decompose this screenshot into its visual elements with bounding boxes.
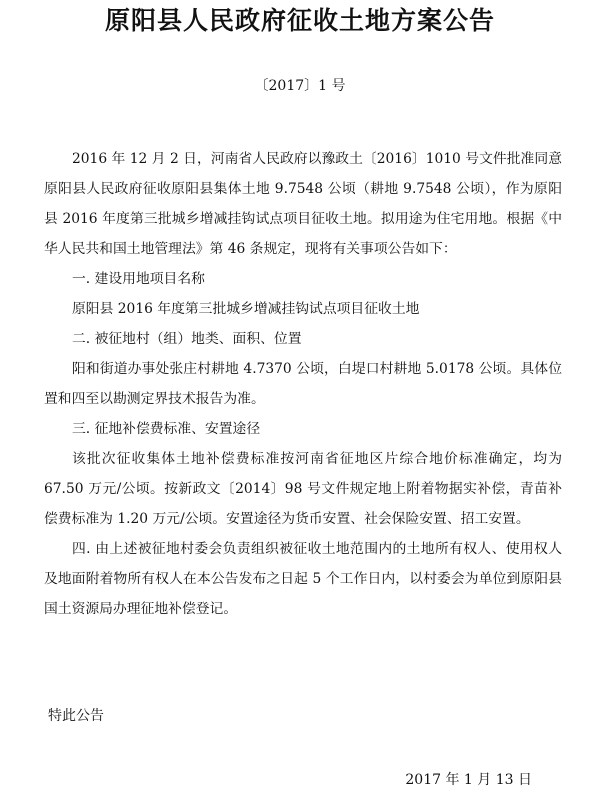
section-content-1: 原阳县 2016 年度第三批城乡增减挂钩试点项目征收土地 xyxy=(72,301,420,317)
section-heading-1: 一. 建设用地项目名称 xyxy=(72,271,205,287)
section-heading-3: 三. 征地补偿费标准、安置途径 xyxy=(72,421,261,437)
announcement-body xyxy=(44,144,562,624)
document-number: 〔2017〕1 号 xyxy=(254,78,346,94)
section-4-paragraph: 四. 由上述被征地村委会负责组织被征收土地范围内的土地所有权人、使用权人及地面附着物所有权人在本公告发布之日起 5 个工作日内，以村委会为单位到原阳县国土资源局办理征地补偿登记。 xyxy=(44,541,562,617)
intro-paragraph: 2016 年 12 月 2 日，河南省人民政府以豫政土〔2016〕1010 号文件批准同意原阳县人民政府征收原阳县集体土地 9.7548 公顷（耕地 9.7548 公顷），作为原阳县 2016 年度第三批城乡增减挂钩试点项目征收土地。拟用途为住宅用地。根据《中华人民共和国土地管理法》第 46 条规定，现将有关事项公告如下： xyxy=(44,151,562,257)
section-content-3: 该批次征收集体土地补偿费标准按河南省征地区片综合地价标准确定，均为 67.50 万元/公顷。按新政文〔2014〕98 号文件规定地上附着物据实补偿，青苗补偿费标准为 1.20 万元/公顷。安置途径为货币安置、社会保险安置、招工安置。 xyxy=(44,451,562,527)
section-heading-2: 二. 被征地村（组）地类、面积、位置 xyxy=(72,331,302,347)
section-content-2: 阳和街道办事处张庄村耕地 4.7370 公顷，白堤口村耕地 5.0178 公顷。具体位置和四至以勘测定界技术报告为准。 xyxy=(44,361,562,407)
issue-date: 2017 年 1 月 13 日 xyxy=(405,772,532,788)
page-title: 原阳县人民政府征收土地方案公告 xyxy=(104,6,495,35)
closing-remark: 特此公告 xyxy=(48,708,104,724)
